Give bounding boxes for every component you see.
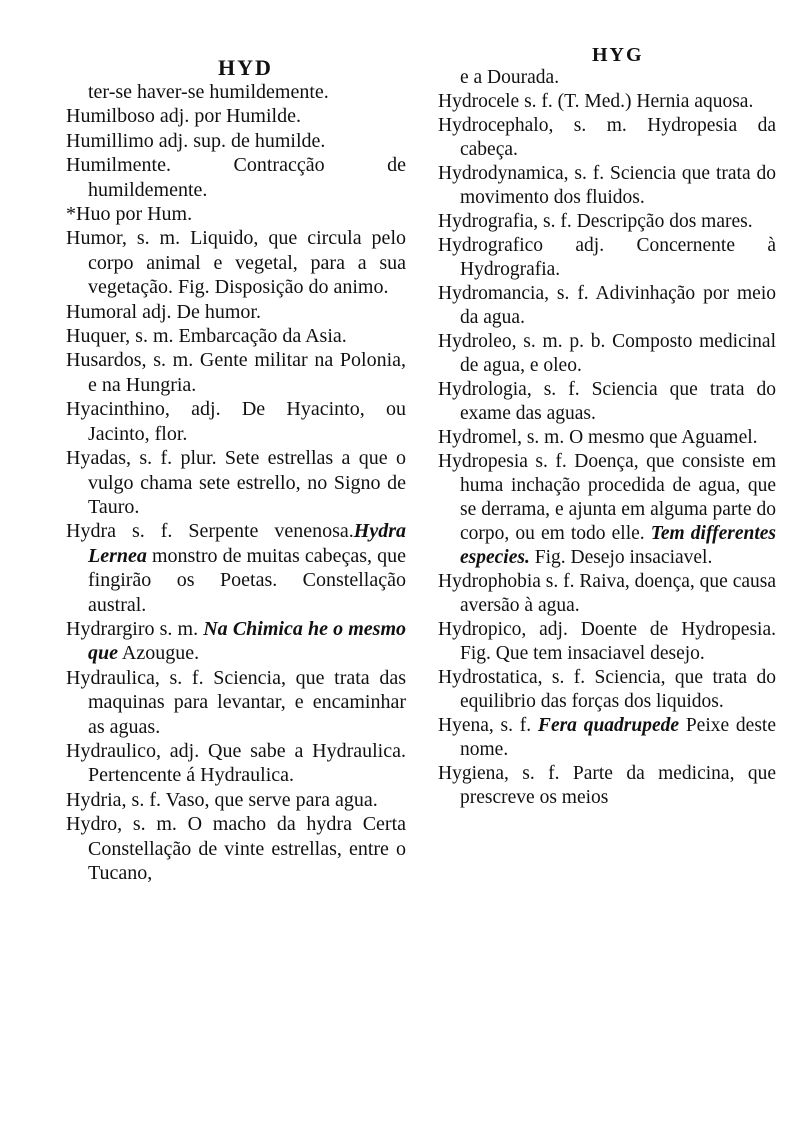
entry-text: *Huo por Hum.: [66, 203, 193, 226]
entry-text: Hydria, s. f. Vaso, que serve para agua.: [66, 788, 378, 811]
entry-text-continued: monstro de muitas cabeças, que fingirão os Poetas. Constellação austral.: [88, 544, 406, 616]
dictionary-entry: [438, 66, 776, 90]
entry-text: Hydrografico adj. Concernente à Hydrografia.: [438, 235, 776, 280]
entry-text: Hydroleo, s. m. p. b. Composto medicinal de agua, e oleo.: [438, 331, 776, 376]
entry-text: Hydra s. f. Serpente venenosa.: [66, 520, 354, 543]
dictionary-entry: [438, 618, 776, 666]
entry-text: Hydrargiro s. m.: [66, 617, 199, 640]
dictionary-entry: [66, 397, 406, 446]
dictionary-entry: [438, 162, 776, 210]
dictionary-entry: [66, 348, 406, 397]
entry-italic-text: Na Chimica he o mesmo que: [88, 617, 406, 665]
dictionary-entry: [66, 153, 406, 202]
dictionary-entry: [66, 226, 406, 299]
entry-text: e a Dourada.: [460, 67, 560, 88]
entry-italic-text: Tem differentes especies.: [460, 523, 776, 568]
entry-text: Hyadas, s. f. plur. Sete estrellas a que o vulgo chama sete estrello, no Signo de Tauro.: [66, 447, 406, 518]
dictionary-entry: [438, 90, 776, 114]
entry-text-continued: Azougue.: [118, 642, 200, 665]
entry-text: Husardos, s. m. Gente militar na Polonia, e na Hungria.: [66, 349, 406, 396]
dictionary-entry: [438, 762, 776, 810]
dictionary-entry: [66, 129, 406, 153]
entry-italic-text: Fera quadrupede: [531, 715, 680, 736]
entry-text: Hyacinthino, adj. De Hyacinto, ou Jacinto, flor.: [66, 398, 406, 445]
entry-text-continued: Peixe deste nome.: [460, 715, 777, 760]
dictionary-entry: [66, 80, 406, 104]
dictionary-entry: [66, 202, 406, 226]
dictionary-entry: [66, 788, 406, 812]
entry-text: Hygiena, s. f. Parte da medicina, que prescreve os meios: [438, 763, 776, 808]
right-column: [438, 66, 776, 810]
entry-text: Hydrografia, s. f. Descripção dos mares.: [438, 211, 753, 232]
dictionary-entry: [438, 114, 776, 162]
entry-text: Huquer, s. m. Embarcação da Asia.: [66, 325, 347, 348]
entry-text: Hydrostatica, s. f. Sciencia, que trata do equilibrio das forças dos liquidos.: [438, 667, 776, 712]
dictionary-entry: [438, 666, 776, 714]
dictionary-entry: [438, 570, 776, 618]
dictionary-entry: [66, 446, 406, 519]
entry-text: Hyena, s. f.: [438, 715, 532, 736]
entry-text: Hydrocephalo, s. m. Hydropesia da cabeça.: [438, 115, 776, 160]
dictionary-entry: [66, 617, 406, 666]
right-running-header: HYG: [592, 44, 644, 66]
entry-text: Hydrologia, s. f. Sciencia que trata do exame das aguas.: [438, 379, 776, 424]
entry-text-continued: Fig. Desejo insaciavel.: [529, 547, 713, 568]
entry-text: Humoral adj. De humor.: [66, 300, 261, 323]
entry-text: Humor, s. m. Liquido, que circula pelo corpo animal e vegetal, para a sua vegetação. Fig. Disposição do animo.: [66, 227, 406, 299]
entry-text: Humilboso adj. por Humilde.: [66, 105, 301, 128]
dictionary-entry: [66, 666, 406, 739]
dictionary-entry: [438, 378, 776, 426]
entry-text: Hydraulica, s. f. Sciencia, que trata das maquinas para levantar, e encaminhar as aguas.: [66, 666, 406, 738]
left-column: [66, 80, 406, 885]
entry-text: Hydrodynamica, s. f. Sciencia que trata do movimento dos fluidos.: [438, 163, 776, 208]
entry-text: Hydrocele s. f. (T. Med.) Hernia aquosa.: [438, 91, 754, 112]
entry-text: Hydromancia, s. f. Adivinhação por meio da agua.: [438, 283, 776, 328]
dictionary-entry: [66, 812, 406, 885]
dictionary-entry: [438, 426, 776, 450]
dictionary-entry: [438, 210, 776, 234]
entry-italic-text: Hydra Lernea: [88, 520, 406, 567]
dictionary-entry: [66, 739, 406, 788]
entry-text: Humillimo adj. sup. de humilde.: [66, 129, 326, 152]
entry-text: Hydraulico, adj. Que sabe a Hydraulica. Pertencente á Hydraulica.: [66, 739, 406, 787]
entry-text: Hydromel, s. m. O mesmo que Aguamel.: [438, 427, 758, 448]
dictionary-entry: [66, 300, 406, 324]
dictionary-entry: [438, 330, 776, 378]
entry-text: Hydropico, adj. Doente de Hydropesia. Fig. Que tem insaciavel desejo.: [438, 619, 776, 664]
dictionary-entry: [66, 104, 406, 128]
dictionary-entry: [438, 714, 776, 762]
dictionary-entry: [438, 282, 776, 330]
entry-text: ter-se haver-se humildemente.: [88, 81, 329, 103]
entry-text: Hydrophobia s. f. Raiva, doença, que causa aversão à agua.: [438, 571, 776, 616]
entry-text: Humilmente. Contracção de humildemente.: [66, 154, 406, 201]
dictionary-entry: [438, 450, 776, 570]
dictionary-entry: [438, 234, 776, 282]
entry-text: Hydropesia s. f. Doença, que consiste em huma inchação procedida de agua, que se derrama, e ajunta em alguma parte do corpo, ou em todo elle.: [438, 451, 776, 544]
dictionary-entry: [66, 324, 406, 348]
dictionary-entry: [66, 519, 406, 617]
entry-text: Hydro, s. m. O macho da hydra Certa Constellação de vinte estrellas, entre o Tucano,: [66, 813, 406, 884]
left-running-header: HYD: [218, 55, 273, 80]
